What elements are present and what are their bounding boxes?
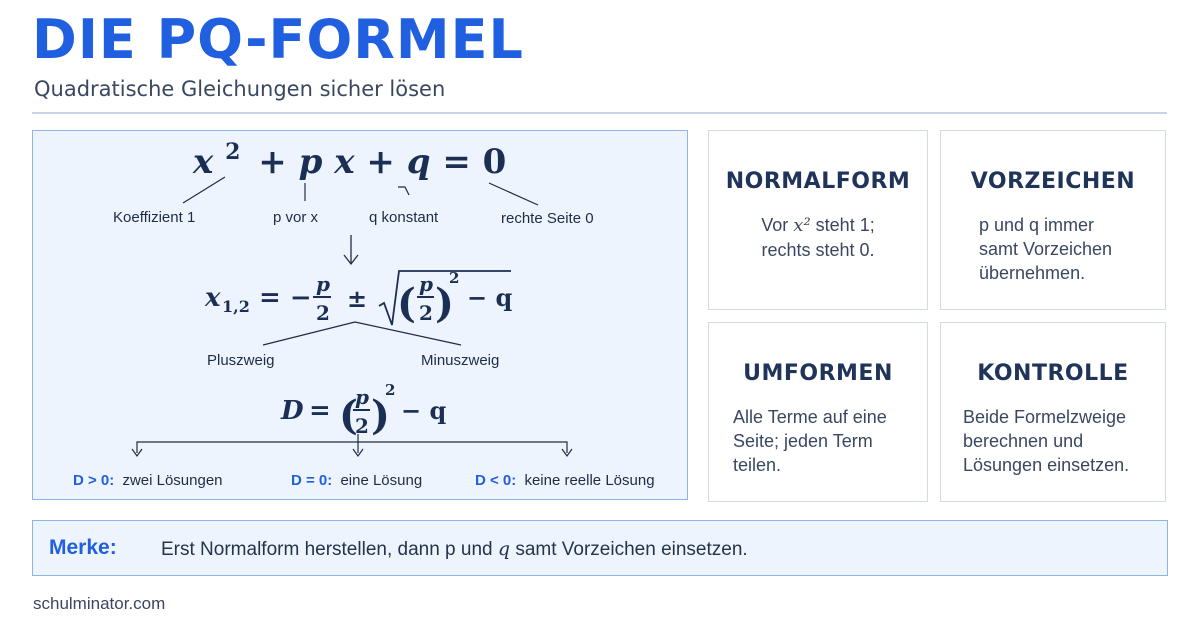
case-negative bbox=[475, 472, 655, 489]
merke-text-pre: Erst Normalform herstellen, dann p und bbox=[161, 539, 498, 560]
card-kontrolle-title: KONTROLLE bbox=[977, 361, 1129, 386]
merke-text-q: q bbox=[497, 538, 511, 560]
case-positive bbox=[73, 472, 223, 489]
eq-plus1: + bbox=[258, 142, 299, 182]
eq-square: 2 bbox=[225, 139, 241, 165]
card-umformen-title: UMFORMEN bbox=[743, 361, 893, 386]
card-vorzeichen bbox=[940, 130, 1166, 310]
card-umformen-body: Alle Terme auf eine Seite; jeden Term teilen. bbox=[733, 407, 887, 475]
label-rechte-seite: rechte Seite 0 bbox=[501, 210, 594, 227]
card-normalform-line1-pre: Vor bbox=[761, 215, 794, 235]
formula-pm: ± bbox=[347, 284, 368, 313]
case-negative-cond: D < 0: bbox=[475, 472, 517, 489]
card-umformen bbox=[708, 322, 928, 502]
card-normalform-body bbox=[719, 213, 917, 262]
branch-line-plus bbox=[263, 322, 355, 345]
label-minuszweig: Minuszweig bbox=[421, 352, 500, 369]
case-positive-text: zwei Lösungen bbox=[122, 472, 223, 489]
disc-paren-right: ) bbox=[371, 392, 390, 439]
page-title: DIE PQ-FORMEL bbox=[32, 8, 524, 71]
case-zero bbox=[291, 472, 422, 489]
disc-D: D bbox=[281, 396, 304, 426]
merke-text-post: samt Vorzeichen einsetzen. bbox=[510, 539, 748, 560]
disc-exp: 2 bbox=[385, 381, 396, 399]
card-kontrolle-body: Beide Formelzweige berechnen und Lösungen einsetzen. bbox=[963, 407, 1130, 475]
case-bracket bbox=[137, 442, 567, 453]
footer-site: schulminator.com bbox=[33, 594, 166, 613]
eq-px-x: x bbox=[334, 142, 355, 182]
merke-box bbox=[32, 520, 1168, 576]
formula-frac-2: 2 bbox=[316, 301, 330, 325]
formula-subscript: 1,2 bbox=[222, 297, 250, 316]
paren-left: ( bbox=[397, 280, 416, 327]
label-q-konstant: q konstant bbox=[369, 209, 439, 226]
card-vorzeichen-title: VORZEICHEN bbox=[970, 169, 1136, 194]
merke-text bbox=[161, 538, 748, 561]
disc-2: 2 bbox=[355, 414, 369, 438]
case-zero-text: eine Lösung bbox=[340, 472, 423, 489]
eq-q: q bbox=[406, 142, 431, 182]
formula-frac-p: p bbox=[316, 272, 330, 296]
eq-p: p bbox=[298, 142, 323, 182]
page-subtitle: Quadratische Gleichungen sicher lösen bbox=[34, 77, 446, 101]
card-normalform-math: x² bbox=[793, 215, 811, 236]
label-p-vor-x: p vor x bbox=[273, 209, 319, 226]
formula-diagram-svg bbox=[33, 131, 689, 501]
pointer-rechts bbox=[489, 183, 538, 205]
pointer-q bbox=[398, 187, 409, 195]
disc-paren-left: ( bbox=[339, 392, 358, 439]
card-normalform-line2: rechts steht 0. bbox=[761, 240, 875, 260]
card-kontrolle bbox=[940, 322, 1166, 502]
disc-p: p bbox=[355, 385, 369, 409]
case-positive-cond: D > 0: bbox=[73, 472, 115, 489]
formula-exp: 2 bbox=[449, 269, 460, 287]
formula-inner-2: 2 bbox=[419, 301, 433, 325]
formula-eq-minus: = − bbox=[259, 283, 312, 313]
eq-plus2: + bbox=[366, 142, 407, 182]
disc-eq: = bbox=[309, 396, 331, 426]
disc-minus-q: − q bbox=[401, 396, 447, 425]
normal-form-equation bbox=[192, 131, 506, 182]
label-koeffizient: Koeffizient 1 bbox=[113, 209, 196, 226]
merke-label: Merke: bbox=[49, 536, 117, 559]
formula-inner-p: p bbox=[419, 272, 433, 296]
formula-diagram bbox=[32, 130, 688, 500]
card-normalform-title: NORMALFORM bbox=[725, 169, 911, 194]
formula-minus-q: − q bbox=[467, 283, 513, 312]
paren-right: ) bbox=[435, 280, 454, 327]
card-normalform-line1-post: steht 1; bbox=[810, 215, 875, 235]
eq-zero: = 0 bbox=[442, 142, 507, 182]
label-pluszweig: Pluszweig bbox=[207, 352, 275, 369]
case-zero-cond: D = 0: bbox=[291, 472, 333, 489]
card-normalform bbox=[708, 130, 928, 310]
card-vorzeichen-body: p und q immer samt Vorzeichen übernehmen. bbox=[979, 215, 1113, 283]
case-negative-text: keine reelle Lösung bbox=[524, 472, 655, 489]
eq-x: x bbox=[193, 142, 214, 182]
header-divider bbox=[32, 112, 1167, 114]
formula-x: x bbox=[205, 283, 221, 313]
